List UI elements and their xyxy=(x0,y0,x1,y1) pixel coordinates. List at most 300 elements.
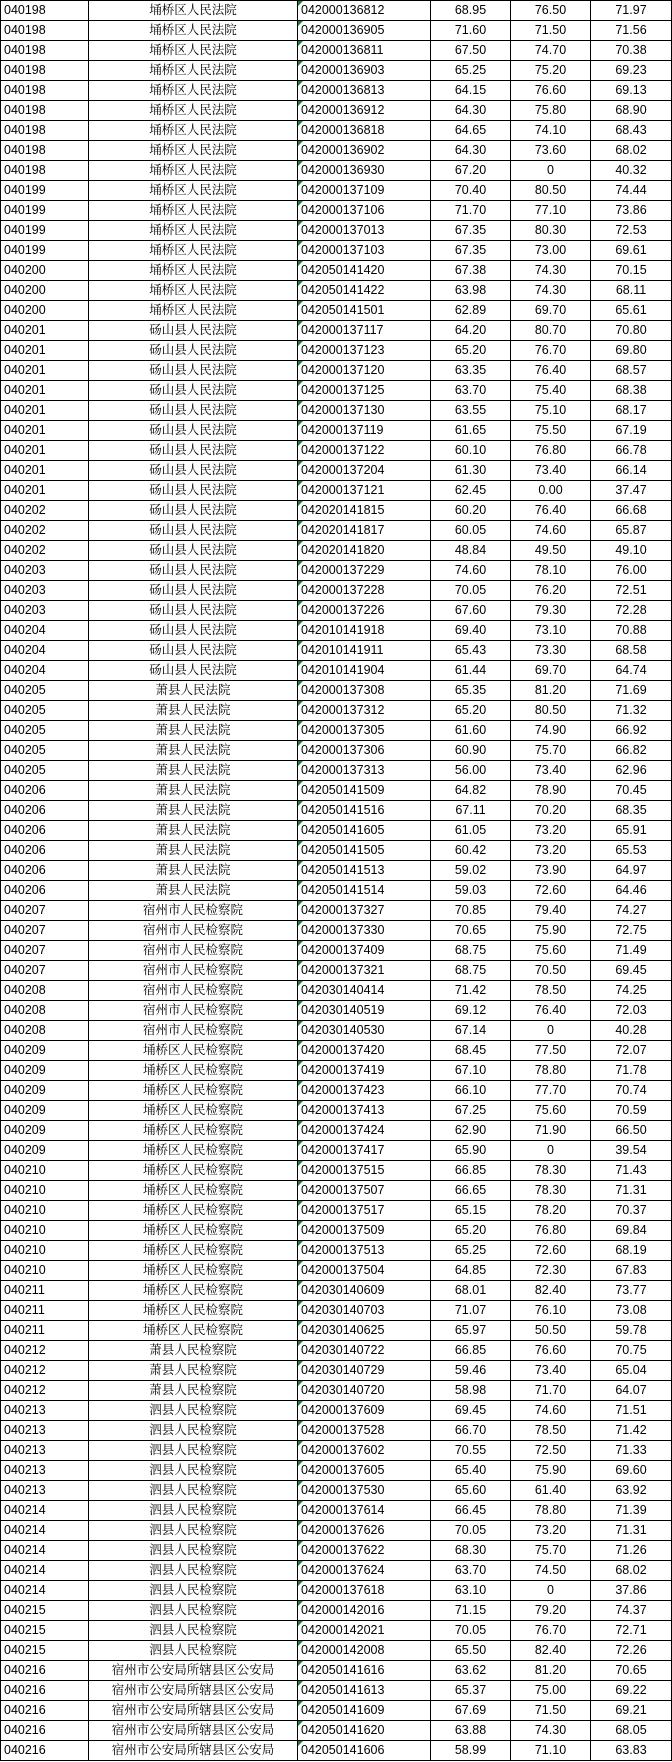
interview-score-cell: 74.30 xyxy=(511,1721,591,1741)
interview-score-cell: 76.70 xyxy=(511,1621,591,1641)
position-code-cell: 040203 xyxy=(1,561,89,581)
interview-score-cell: 76.50 xyxy=(511,1,591,21)
interview-score-cell: 78.80 xyxy=(511,1501,591,1521)
admission-ticket-cell: 042000137419 xyxy=(298,1061,431,1081)
employer-cell: 砀山县人民法院 xyxy=(89,381,298,401)
table-row xyxy=(1,1581,672,1601)
total-score-cell: 70.59 xyxy=(591,1101,672,1121)
total-score-cell: 49.10 xyxy=(591,541,672,561)
employer-cell: 砀山县人民法院 xyxy=(89,641,298,661)
written-score-cell: 65.90 xyxy=(431,1141,511,1161)
employer-cell: 砀山县人民法院 xyxy=(89,561,298,581)
employer-cell: 埇桥区人民法院 xyxy=(89,121,298,141)
table-row xyxy=(1,1541,672,1561)
admission-ticket-cell: 042050141605 xyxy=(298,821,431,841)
table-row xyxy=(1,41,672,61)
employer-cell: 砀山县人民法院 xyxy=(89,601,298,621)
written-score-cell: 63.70 xyxy=(431,1561,511,1581)
written-score-cell: 67.60 xyxy=(431,601,511,621)
position-code-cell: 040202 xyxy=(1,501,89,521)
employer-cell: 砀山县人民法院 xyxy=(89,361,298,381)
table-row xyxy=(1,1101,672,1121)
position-code-cell: 040212 xyxy=(1,1341,89,1361)
interview-score-cell: 0 xyxy=(511,161,591,181)
interview-score-cell: 80.30 xyxy=(511,221,591,241)
position-code-cell: 040213 xyxy=(1,1461,89,1481)
written-score-cell: 67.69 xyxy=(431,1701,511,1721)
position-code-cell: 040211 xyxy=(1,1301,89,1321)
written-score-cell: 67.10 xyxy=(431,1061,511,1081)
employer-cell: 萧县人民法院 xyxy=(89,801,298,821)
table-row xyxy=(1,1121,672,1141)
total-score-cell: 66.68 xyxy=(591,501,672,521)
interview-score-cell: 75.70 xyxy=(511,1541,591,1561)
employer-cell: 埇桥区人民检察院 xyxy=(89,1281,298,1301)
total-score-cell: 74.27 xyxy=(591,901,672,921)
admission-ticket-cell: 042000137420 xyxy=(298,1041,431,1061)
position-code-cell: 040210 xyxy=(1,1161,89,1181)
admission-ticket-cell: 042050141609 xyxy=(298,1701,431,1721)
table-row xyxy=(1,981,672,1001)
total-score-cell: 64.46 xyxy=(591,881,672,901)
position-code-cell: 040210 xyxy=(1,1241,89,1261)
written-score-cell: 64.65 xyxy=(431,121,511,141)
admission-ticket-cell: 042030140703 xyxy=(298,1301,431,1321)
admission-ticket-cell: 042010141918 xyxy=(298,621,431,641)
position-code-cell: 040201 xyxy=(1,441,89,461)
table-row xyxy=(1,1241,672,1261)
written-score-cell: 61.60 xyxy=(431,721,511,741)
interview-score-cell: 82.40 xyxy=(511,1641,591,1661)
admission-ticket-cell: 042000136930 xyxy=(298,161,431,181)
total-score-cell: 71.31 xyxy=(591,1521,672,1541)
interview-score-cell: 76.10 xyxy=(511,1301,591,1321)
total-score-cell: 73.86 xyxy=(591,201,672,221)
employer-cell: 砀山县人民法院 xyxy=(89,401,298,421)
admission-ticket-cell: 042000136818 xyxy=(298,121,431,141)
written-score-cell: 63.10 xyxy=(431,1581,511,1601)
position-code-cell: 040201 xyxy=(1,321,89,341)
total-score-cell: 70.15 xyxy=(591,261,672,281)
employer-cell: 埇桥区人民法院 xyxy=(89,81,298,101)
total-score-cell: 68.43 xyxy=(591,121,672,141)
total-score-cell: 70.80 xyxy=(591,321,672,341)
table-row xyxy=(1,581,672,601)
position-code-cell: 040210 xyxy=(1,1221,89,1241)
total-score-cell: 62.96 xyxy=(591,761,672,781)
table-row xyxy=(1,941,672,961)
interview-score-cell: 71.50 xyxy=(511,1701,591,1721)
written-score-cell: 68.75 xyxy=(431,941,511,961)
total-score-cell: 71.49 xyxy=(591,941,672,961)
table-row xyxy=(1,1001,672,1021)
admission-ticket-cell: 042000137624 xyxy=(298,1561,431,1581)
total-score-cell: 72.07 xyxy=(591,1041,672,1061)
interview-score-cell: 76.40 xyxy=(511,361,591,381)
table-row xyxy=(1,1061,672,1081)
position-code-cell: 040198 xyxy=(1,141,89,161)
interview-score-cell: 74.90 xyxy=(511,721,591,741)
total-score-cell: 72.03 xyxy=(591,1001,672,1021)
total-score-cell: 74.44 xyxy=(591,181,672,201)
admission-ticket-cell: 042000137123 xyxy=(298,341,431,361)
total-score-cell: 40.32 xyxy=(591,161,672,181)
admission-ticket-cell: 042000137204 xyxy=(298,461,431,481)
written-score-cell: 71.07 xyxy=(431,1301,511,1321)
total-score-cell: 68.57 xyxy=(591,361,672,381)
table-row xyxy=(1,1141,672,1161)
interview-score-cell: 75.40 xyxy=(511,381,591,401)
table-row xyxy=(1,901,672,921)
table-row xyxy=(1,1701,672,1721)
admission-ticket-cell: 042020141820 xyxy=(298,541,431,561)
table-row xyxy=(1,1181,672,1201)
interview-score-cell: 73.20 xyxy=(511,841,591,861)
interview-score-cell: 76.70 xyxy=(511,341,591,361)
interview-score-cell: 74.70 xyxy=(511,41,591,61)
written-score-cell: 68.01 xyxy=(431,1281,511,1301)
total-score-cell: 70.74 xyxy=(591,1081,672,1101)
written-score-cell: 64.30 xyxy=(431,101,511,121)
position-code-cell: 040206 xyxy=(1,801,89,821)
interview-score-cell: 76.20 xyxy=(511,581,591,601)
employer-cell: 萧县人民法院 xyxy=(89,741,298,761)
interview-score-cell: 75.10 xyxy=(511,401,591,421)
interview-score-cell: 71.70 xyxy=(511,1381,591,1401)
position-code-cell: 040198 xyxy=(1,121,89,141)
interview-score-cell: 79.40 xyxy=(511,901,591,921)
written-score-cell: 58.99 xyxy=(431,1741,511,1761)
written-score-cell: 71.42 xyxy=(431,981,511,1001)
total-score-cell: 74.25 xyxy=(591,981,672,1001)
written-score-cell: 62.90 xyxy=(431,1121,511,1141)
admission-ticket-cell: 042000137517 xyxy=(298,1201,431,1221)
table-row xyxy=(1,821,672,841)
admission-ticket-cell: 042050141509 xyxy=(298,781,431,801)
table-row xyxy=(1,1401,672,1421)
total-score-cell: 65.61 xyxy=(591,301,672,321)
table-row xyxy=(1,501,672,521)
total-score-cell: 70.45 xyxy=(591,781,672,801)
position-code-cell: 040203 xyxy=(1,601,89,621)
total-score-cell: 66.92 xyxy=(591,721,672,741)
total-score-cell: 66.78 xyxy=(591,441,672,461)
total-score-cell: 69.80 xyxy=(591,341,672,361)
table-row xyxy=(1,681,672,701)
table-row xyxy=(1,401,672,421)
position-code-cell: 040216 xyxy=(1,1661,89,1681)
admission-ticket-cell: 042050141513 xyxy=(298,861,431,881)
employer-cell: 泗县人民检察院 xyxy=(89,1581,298,1601)
position-code-cell: 040210 xyxy=(1,1181,89,1201)
employer-cell: 萧县人民检察院 xyxy=(89,1341,298,1361)
written-score-cell: 63.62 xyxy=(431,1661,511,1681)
admission-ticket-cell: 042050141613 xyxy=(298,1681,431,1701)
position-code-cell: 040198 xyxy=(1,101,89,121)
table-row xyxy=(1,661,672,681)
admission-ticket-cell: 042050141516 xyxy=(298,801,431,821)
total-score-cell: 65.53 xyxy=(591,841,672,861)
total-score-cell: 68.02 xyxy=(591,141,672,161)
interview-score-cell: 80.50 xyxy=(511,181,591,201)
position-code-cell: 040216 xyxy=(1,1701,89,1721)
position-code-cell: 040201 xyxy=(1,401,89,421)
admission-ticket-cell: 042000137130 xyxy=(298,401,431,421)
written-score-cell: 67.38 xyxy=(431,261,511,281)
interview-score-cell: 79.20 xyxy=(511,1601,591,1621)
employer-cell: 泗县人民检察院 xyxy=(89,1641,298,1661)
admission-ticket-cell: 042000136813 xyxy=(298,81,431,101)
admission-ticket-cell: 042050141505 xyxy=(298,841,431,861)
interview-score-cell: 78.30 xyxy=(511,1161,591,1181)
employer-cell: 埇桥区人民法院 xyxy=(89,201,298,221)
admission-ticket-cell: 042000136905 xyxy=(298,21,431,41)
written-score-cell: 68.30 xyxy=(431,1541,511,1561)
total-score-cell: 72.26 xyxy=(591,1641,672,1661)
written-score-cell: 66.70 xyxy=(431,1421,511,1441)
employer-cell: 砀山县人民法院 xyxy=(89,501,298,521)
written-score-cell: 70.05 xyxy=(431,581,511,601)
total-score-cell: 68.17 xyxy=(591,401,672,421)
table-row xyxy=(1,1201,672,1221)
position-code-cell: 040206 xyxy=(1,821,89,841)
table-row xyxy=(1,1261,672,1281)
position-code-cell: 040204 xyxy=(1,621,89,641)
interview-score-cell: 73.90 xyxy=(511,861,591,881)
position-code-cell: 040205 xyxy=(1,741,89,761)
interview-score-cell: 75.70 xyxy=(511,741,591,761)
position-code-cell: 040212 xyxy=(1,1381,89,1401)
position-code-cell: 040215 xyxy=(1,1641,89,1661)
interview-score-cell: 71.50 xyxy=(511,21,591,41)
table-row xyxy=(1,1681,672,1701)
interview-score-cell: 73.10 xyxy=(511,621,591,641)
table-row xyxy=(1,561,672,581)
interview-score-cell: 75.90 xyxy=(511,1461,591,1481)
table-row xyxy=(1,721,672,741)
admission-ticket-cell: 042000137119 xyxy=(298,421,431,441)
total-score-cell: 72.28 xyxy=(591,601,672,621)
table-row xyxy=(1,761,672,781)
written-score-cell: 70.40 xyxy=(431,181,511,201)
employer-cell: 埇桥区人民法院 xyxy=(89,41,298,61)
written-score-cell: 63.35 xyxy=(431,361,511,381)
employer-cell: 砀山县人民法院 xyxy=(89,661,298,681)
table-row xyxy=(1,641,672,661)
written-score-cell: 70.55 xyxy=(431,1441,511,1461)
employer-cell: 宿州市公安局所辖县区公安局 xyxy=(89,1701,298,1721)
interview-score-cell: 71.90 xyxy=(511,1121,591,1141)
total-score-cell: 68.58 xyxy=(591,641,672,661)
admission-ticket-cell: 042050141606 xyxy=(298,1741,431,1761)
total-score-cell: 65.87 xyxy=(591,521,672,541)
written-score-cell: 59.02 xyxy=(431,861,511,881)
written-score-cell: 71.60 xyxy=(431,21,511,41)
total-score-cell: 69.23 xyxy=(591,61,672,81)
employer-cell: 埇桥区人民检察院 xyxy=(89,1161,298,1181)
written-score-cell: 60.10 xyxy=(431,441,511,461)
employer-cell: 砀山县人民法院 xyxy=(89,521,298,541)
total-score-cell: 39.54 xyxy=(591,1141,672,1161)
written-score-cell: 67.25 xyxy=(431,1101,511,1121)
position-code-cell: 040210 xyxy=(1,1261,89,1281)
interview-score-cell: 73.30 xyxy=(511,641,591,661)
written-score-cell: 68.95 xyxy=(431,1,511,21)
total-score-cell: 73.77 xyxy=(591,1281,672,1301)
employer-cell: 埇桥区人民检察院 xyxy=(89,1241,298,1261)
interview-score-cell: 71.10 xyxy=(511,1741,591,1761)
admission-ticket-cell: 042000136812 xyxy=(298,1,431,21)
employer-cell: 宿州市人民检察院 xyxy=(89,941,298,961)
interview-score-cell: 50.50 xyxy=(511,1321,591,1341)
admission-ticket-cell: 042050141422 xyxy=(298,281,431,301)
interview-score-cell: 61.40 xyxy=(511,1481,591,1501)
interview-score-cell: 73.40 xyxy=(511,761,591,781)
employer-cell: 埇桥区人民检察院 xyxy=(89,1141,298,1161)
interview-score-cell: 72.60 xyxy=(511,1241,591,1261)
admission-ticket-cell: 042030140530 xyxy=(298,1021,431,1041)
written-score-cell: 65.20 xyxy=(431,701,511,721)
table-row xyxy=(1,1301,672,1321)
table-row xyxy=(1,521,672,541)
total-score-cell: 66.82 xyxy=(591,741,672,761)
written-score-cell: 64.82 xyxy=(431,781,511,801)
employer-cell: 埇桥区人民检察院 xyxy=(89,1121,298,1141)
table-row xyxy=(1,341,672,361)
admission-ticket-cell: 042000137226 xyxy=(298,601,431,621)
written-score-cell: 61.44 xyxy=(431,661,511,681)
position-code-cell: 040211 xyxy=(1,1281,89,1301)
interview-score-cell: 73.60 xyxy=(511,141,591,161)
position-code-cell: 040202 xyxy=(1,541,89,561)
position-code-cell: 040201 xyxy=(1,361,89,381)
position-code-cell: 040199 xyxy=(1,241,89,261)
written-score-cell: 48.84 xyxy=(431,541,511,561)
admission-ticket-cell: 042000137321 xyxy=(298,961,431,981)
admission-ticket-cell: 042030140519 xyxy=(298,1001,431,1021)
employer-cell: 萧县人民法院 xyxy=(89,701,298,721)
interview-score-cell: 78.80 xyxy=(511,1061,591,1081)
written-score-cell: 70.65 xyxy=(431,921,511,941)
written-score-cell: 65.20 xyxy=(431,1221,511,1241)
position-code-cell: 040213 xyxy=(1,1481,89,1501)
interview-score-cell: 69.70 xyxy=(511,661,591,681)
employer-cell: 砀山县人民法院 xyxy=(89,541,298,561)
interview-score-cell: 75.00 xyxy=(511,1681,591,1701)
interview-score-cell: 78.50 xyxy=(511,1421,591,1441)
written-score-cell: 60.90 xyxy=(431,741,511,761)
admission-ticket-cell: 042000137121 xyxy=(298,481,431,501)
table-row xyxy=(1,1441,672,1461)
position-code-cell: 040210 xyxy=(1,1201,89,1221)
total-score-cell: 64.97 xyxy=(591,861,672,881)
employer-cell: 埇桥区人民法院 xyxy=(89,61,298,81)
total-score-cell: 71.39 xyxy=(591,1501,672,1521)
position-code-cell: 040209 xyxy=(1,1081,89,1101)
employer-cell: 埇桥区人民检察院 xyxy=(89,1081,298,1101)
table-row xyxy=(1,481,672,501)
written-score-cell: 65.35 xyxy=(431,681,511,701)
admission-ticket-cell: 042000142016 xyxy=(298,1601,431,1621)
admission-ticket-cell: 042050141620 xyxy=(298,1721,431,1741)
total-score-cell: 69.84 xyxy=(591,1221,672,1241)
interview-score-cell: 78.30 xyxy=(511,1181,591,1201)
interview-score-cell: 76.40 xyxy=(511,501,591,521)
total-score-cell: 70.37 xyxy=(591,1201,672,1221)
table-row xyxy=(1,1461,672,1481)
table-row xyxy=(1,1641,672,1661)
position-code-cell: 040207 xyxy=(1,941,89,961)
employer-cell: 宿州市公安局所辖县区公安局 xyxy=(89,1661,298,1681)
admission-ticket-cell: 042000137614 xyxy=(298,1501,431,1521)
employer-cell: 埇桥区人民法院 xyxy=(89,1,298,21)
table-row xyxy=(1,1621,672,1641)
position-code-cell: 040198 xyxy=(1,81,89,101)
admission-ticket-cell: 042000137313 xyxy=(298,761,431,781)
position-code-cell: 040207 xyxy=(1,901,89,921)
table-row xyxy=(1,1721,672,1741)
total-score-cell: 66.50 xyxy=(591,1121,672,1141)
interview-score-cell: 78.50 xyxy=(511,981,591,1001)
interview-score-cell: 76.60 xyxy=(511,1341,591,1361)
position-code-cell: 040203 xyxy=(1,581,89,601)
total-score-cell: 71.43 xyxy=(591,1161,672,1181)
admission-ticket-cell: 042000137609 xyxy=(298,1401,431,1421)
admission-ticket-cell: 042000142021 xyxy=(298,1621,431,1641)
employer-cell: 萧县人民检察院 xyxy=(89,1361,298,1381)
admission-ticket-cell: 042030140625 xyxy=(298,1321,431,1341)
interview-score-cell: 0 xyxy=(511,1141,591,1161)
admission-ticket-cell: 042000136902 xyxy=(298,141,431,161)
written-score-cell: 66.65 xyxy=(431,1181,511,1201)
position-code-cell: 040201 xyxy=(1,381,89,401)
position-code-cell: 040216 xyxy=(1,1741,89,1761)
interview-score-cell: 74.60 xyxy=(511,521,591,541)
employer-cell: 埇桥区人民法院 xyxy=(89,241,298,261)
interview-score-cell: 81.20 xyxy=(511,681,591,701)
admission-ticket-cell: 042000137106 xyxy=(298,201,431,221)
written-score-cell: 71.70 xyxy=(431,201,511,221)
table-row xyxy=(1,1361,672,1381)
written-score-cell: 65.97 xyxy=(431,1321,511,1341)
position-code-cell: 040213 xyxy=(1,1441,89,1461)
admission-ticket-cell: 042000137602 xyxy=(298,1441,431,1461)
employer-cell: 砀山县人民法院 xyxy=(89,481,298,501)
position-code-cell: 040206 xyxy=(1,781,89,801)
total-score-cell: 67.19 xyxy=(591,421,672,441)
position-code-cell: 040199 xyxy=(1,201,89,221)
position-code-cell: 040202 xyxy=(1,521,89,541)
employer-cell: 宿州市公安局所辖县区公安局 xyxy=(89,1741,298,1761)
table-row xyxy=(1,1021,672,1041)
table-row xyxy=(1,141,672,161)
total-score-cell: 63.83 xyxy=(591,1741,672,1761)
employer-cell: 砀山县人民法院 xyxy=(89,581,298,601)
employer-cell: 宿州市人民检察院 xyxy=(89,1001,298,1021)
position-code-cell: 040207 xyxy=(1,961,89,981)
admission-ticket-cell: 042000136903 xyxy=(298,61,431,81)
position-code-cell: 040207 xyxy=(1,921,89,941)
written-score-cell: 64.85 xyxy=(431,1261,511,1281)
written-score-cell: 69.40 xyxy=(431,621,511,641)
written-score-cell: 70.05 xyxy=(431,1521,511,1541)
employer-cell: 砀山县人民法院 xyxy=(89,441,298,461)
total-score-cell: 69.45 xyxy=(591,961,672,981)
total-score-cell: 71.56 xyxy=(591,21,672,41)
interview-score-cell: 76.60 xyxy=(511,81,591,101)
position-code-cell: 040201 xyxy=(1,421,89,441)
position-code-cell: 040206 xyxy=(1,841,89,861)
